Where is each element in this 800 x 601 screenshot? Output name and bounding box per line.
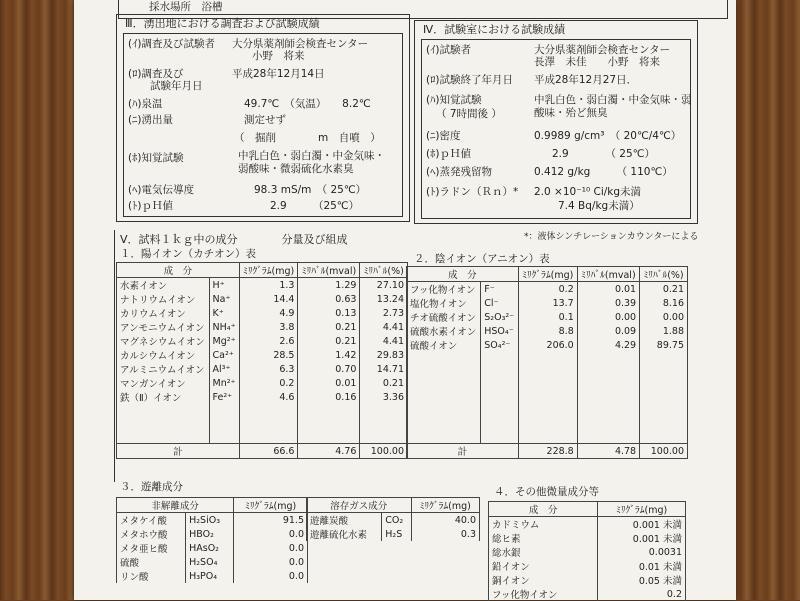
trace-row — [489, 517, 686, 532]
anion-blank-cell — [640, 404, 688, 417]
anion-blank-cell — [518, 391, 577, 404]
anion-total-label: 計 — [407, 444, 519, 459]
s4-value-1: 平成28年12月27日． — [534, 74, 638, 86]
anion-pct: 1.88 — [640, 324, 688, 338]
cation-formula: Al³⁺ — [209, 362, 239, 376]
cation-blank-cell — [117, 417, 210, 430]
trace-name: 鉛イオン — [489, 559, 598, 573]
anion-blank-cell — [481, 391, 518, 404]
anion-blank-cell — [577, 404, 639, 417]
anion-blank-cell — [577, 417, 639, 430]
anion-blank-cell — [640, 417, 688, 430]
anion-name: 硫酸イオン — [407, 338, 481, 352]
trace-mg: 0.05 未満 — [598, 573, 686, 587]
anion-mval: 0.01 — [577, 282, 639, 297]
section-4-inner — [421, 39, 691, 219]
s4-value-5: 0.412 g/kg （ 110℃） — [534, 166, 673, 178]
anion-formula: F⁻ — [481, 282, 518, 297]
nondiss-row — [117, 555, 308, 569]
cation-table — [116, 262, 408, 459]
s3-label-1: (ﾛ)調査及び — [128, 68, 184, 80]
s3-value-4: 中乳白色・弱白濁・中金気味・ — [238, 150, 385, 162]
anion-total-mval: 4.78 — [577, 444, 639, 459]
anion-table-title: ２．陰イオン（アニオン）表 — [414, 253, 550, 265]
free-components-title: ３．遊離成分 — [120, 481, 183, 493]
cation-mg: 0.2 — [239, 376, 298, 390]
anion-header-pct: ﾐﾘﾊﾞﾙ(%) — [640, 267, 688, 282]
s4-value-3: 0.9989 g/cm³ （ 20℃/4℃） — [534, 130, 682, 142]
cation-name: マンガンイオン — [117, 376, 210, 390]
nondiss-mg: 0.0 — [234, 555, 308, 569]
anion-name: チオ硫酸イオン — [407, 310, 481, 324]
anion-blank-cell — [481, 404, 518, 417]
nondiss-formula: HBO₂ — [186, 527, 234, 541]
s4-value-0: 大分県薬剤師会検査センター — [534, 44, 671, 56]
gas-formula: H₂S — [382, 527, 411, 541]
anion-blank-row — [407, 378, 688, 391]
nondiss-header: 非解離成分 — [117, 498, 234, 513]
anion-blank-cell — [481, 430, 518, 444]
trace-row — [489, 573, 686, 587]
cation-name: カルシウムイオン — [117, 348, 210, 362]
anion-blank-cell — [518, 417, 577, 430]
anion-name: 硫酸水素イオン — [407, 324, 481, 338]
s3-label-2: (ﾊ)泉温 — [128, 98, 163, 110]
cation-header-pct: ﾐﾘﾊﾞﾙ(%) — [360, 263, 408, 278]
s4-label-0: (ｲ)試験者 — [426, 44, 471, 56]
anion-blank-cell — [518, 430, 577, 444]
cation-blank-cell — [298, 417, 360, 430]
s4-label-2: (ﾊ)知覚試験 — [426, 94, 482, 106]
anion-blank-cell — [577, 352, 639, 365]
anion-row — [407, 324, 688, 338]
anion-blank-cell — [577, 391, 639, 404]
nondiss-name: メタホウ酸 — [117, 527, 186, 541]
cation-formula: NH₄⁺ — [209, 320, 239, 334]
trace-mg: 0.01 未満 — [598, 559, 686, 573]
nondiss-row — [117, 513, 308, 528]
s4-label-1: (ﾛ)試験終了年月日 — [426, 74, 513, 86]
section-3-inner — [123, 33, 403, 217]
cation-pct: 29.83 — [360, 348, 408, 362]
cation-row — [117, 390, 408, 404]
anion-mg: 13.7 — [518, 296, 577, 310]
anion-blank-row — [407, 352, 688, 365]
cation-header-mval: ﾐﾘﾊﾞﾙ(mval) — [298, 263, 360, 278]
gas-row — [307, 513, 480, 528]
cation-mval: 0.70 — [298, 362, 360, 376]
anion-blank-cell — [407, 391, 481, 404]
anion-blank-cell — [640, 378, 688, 391]
gas-row — [307, 527, 480, 541]
cation-name: 鉄（Ⅱ）イオン — [117, 390, 210, 404]
cation-pct: 4.41 — [360, 334, 408, 348]
anion-mval: 0.39 — [577, 296, 639, 310]
cation-formula: K⁺ — [209, 306, 239, 320]
gas-mg: 40.0 — [411, 513, 479, 528]
section-3-box — [116, 14, 410, 222]
cation-mg: 14.4 — [239, 292, 298, 306]
cation-mval: 0.63 — [298, 292, 360, 306]
nondiss-mg: 0.0 — [234, 527, 308, 541]
cation-header-component: 成 分 — [117, 263, 240, 278]
anion-blank-cell — [407, 417, 481, 430]
nondiss-row — [117, 527, 308, 541]
anion-blank-cell — [407, 378, 481, 391]
cation-blank-cell — [239, 430, 298, 444]
anion-blank-row — [407, 430, 688, 444]
anion-row — [407, 296, 688, 310]
nondiss-name: メタケイ酸 — [117, 513, 186, 528]
trace-mg: 0.001 未満 — [598, 517, 686, 532]
anion-blank-row — [407, 391, 688, 404]
cation-blank-cell — [117, 404, 210, 417]
trace-name: カドミウム — [489, 517, 598, 532]
cation-blank-cell — [360, 430, 408, 444]
cation-header-mg: ﾐﾘｸﾞﾗﾑ(mg) — [239, 263, 298, 278]
s4-label2-2: （ 7時間後 ） — [436, 108, 502, 120]
cation-pct: 0.21 — [360, 376, 408, 390]
anion-header-component: 成 分 — [407, 267, 519, 282]
anion-blank-row — [407, 404, 688, 417]
cation-total-mval: 4.76 — [298, 444, 360, 459]
anion-blank-cell — [407, 404, 481, 417]
cation-pct: 13.24 — [360, 292, 408, 306]
cation-table-title: １．陽イオン（カチオン）表 — [120, 248, 256, 260]
anion-header-mg: ﾐﾘｸﾞﾗﾑ(mg) — [518, 267, 577, 282]
cation-name: アンモニウムイオン — [117, 320, 210, 334]
anion-table — [406, 266, 688, 459]
nondiss-row — [117, 541, 308, 555]
cation-mval: 0.16 — [298, 390, 360, 404]
anion-pct: 89.75 — [640, 338, 688, 352]
s4-value2-6: 7.4 Bq/kg未満） — [558, 200, 640, 212]
anion-blank-cell — [577, 430, 639, 444]
cation-mg: 4.9 — [239, 306, 298, 320]
cation-mval: 0.13 — [298, 306, 360, 320]
anion-mg: 8.8 — [518, 324, 577, 338]
s4-value2-0: 長澤 未佳 小野 将来 — [534, 56, 660, 68]
s4-label-5: (ﾍ)蒸発残留物 — [426, 166, 492, 178]
cation-blank-cell — [298, 404, 360, 417]
cation-name: 水素イオン — [117, 278, 210, 293]
anion-pct: 8.16 — [640, 296, 688, 310]
gas-mg-header: ﾐﾘｸﾞﾗﾑ(mg) — [411, 498, 479, 513]
cation-blank-cell — [209, 417, 239, 430]
cation-row — [117, 278, 408, 293]
cation-formula: Ca²⁺ — [209, 348, 239, 362]
nondiss-mg: 0.0 — [234, 569, 308, 583]
anion-blank-cell — [577, 378, 639, 391]
trace-header-component: 成 分 — [489, 502, 598, 517]
s3-label-6: (ﾄ)ｐＨ値 — [128, 200, 173, 212]
cation-mval: 1.42 — [298, 348, 360, 362]
cation-total-mg: 66.6 — [239, 444, 298, 459]
anion-mval: 0.00 — [577, 310, 639, 324]
cation-blank-row — [117, 417, 408, 430]
anion-blank-cell — [640, 430, 688, 444]
s4-value-6: 2.0 ×10⁻¹⁰ Ci/kg未満 — [534, 186, 642, 198]
nondiss-formula: HAsO₂ — [186, 541, 234, 555]
cation-total-pct: 100.00 — [360, 444, 408, 459]
trace-mg: 0.001 未満 — [598, 531, 686, 545]
dissolved-gas-table — [306, 497, 480, 541]
nondiss-formula: H₂SiO₃ — [186, 513, 234, 528]
trace-name: 銅イオン — [489, 573, 598, 587]
anion-blank-cell — [481, 378, 518, 391]
anion-blank-row — [407, 417, 688, 430]
trace-components-title: ４．その他微量成分等 — [494, 486, 599, 498]
gas-header: 溶存ガス成分 — [307, 498, 412, 513]
anion-mg: 0.2 — [518, 282, 577, 297]
anion-blank-cell — [407, 430, 481, 444]
cation-blank-cell — [239, 404, 298, 417]
cation-pct: 14.71 — [360, 362, 408, 376]
s3-label-3: (ﾆ)湧出量 — [128, 114, 173, 126]
s4-label-4: (ﾎ)ｐＨ値 — [426, 148, 471, 160]
anion-blank-cell — [518, 378, 577, 391]
anion-blank-cell — [577, 365, 639, 378]
cation-blank-cell — [360, 404, 408, 417]
trace-row — [489, 587, 686, 601]
trace-header-mg: ﾐﾘｸﾞﾗﾑ(mg) — [598, 502, 686, 517]
trace-row — [489, 545, 686, 559]
cation-mval: 0.21 — [298, 334, 360, 348]
anion-blank-cell — [518, 352, 577, 365]
s3-value-1: 平成28年12月14日 — [232, 68, 325, 80]
anion-header-mval: ﾐﾘﾊﾞﾙ(mval) — [577, 267, 639, 282]
radon-footnote: *：液体シンチレーションカウンターによる — [524, 232, 699, 242]
cation-name: ナトリウムイオン — [117, 292, 210, 306]
nondiss-name: 硫酸 — [117, 555, 186, 569]
gas-name: 遊離硫化水素 — [307, 527, 382, 541]
gas-mg: 0.3 — [411, 527, 479, 541]
s3-value-0: 大分県薬剤師会検査センター — [232, 38, 369, 50]
anion-total-pct: 100.00 — [640, 444, 688, 459]
anion-mval: 0.09 — [577, 324, 639, 338]
anion-blank-cell — [518, 404, 577, 417]
section-5-title: Ⅴ．試料１ｋｇ中の成分 分量及び組成 — [120, 233, 348, 246]
hot-spring-analysis-sheet — [74, 0, 736, 600]
section-4-box — [414, 20, 698, 224]
cation-pct: 4.41 — [360, 320, 408, 334]
cation-blank-cell — [117, 430, 210, 444]
anion-mg: 0.1 — [518, 310, 577, 324]
anion-formula: HSO₄⁻ — [481, 324, 518, 338]
cation-pct: 3.36 — [360, 390, 408, 404]
s3-value-5: 98.3 mS/m （ 25℃） — [254, 184, 367, 196]
cation-mg: 3.8 — [239, 320, 298, 334]
anion-mg: 206.0 — [518, 338, 577, 352]
anion-name: 塩化物イオン — [407, 296, 481, 310]
cation-blank-cell — [209, 430, 239, 444]
s3-label2-1: 試験年月日 — [150, 80, 203, 92]
cation-total-label: 計 — [117, 444, 240, 459]
nondiss-mg-header: ﾐﾘｸﾞﾗﾑ(mg) — [234, 498, 308, 513]
s3-value2-0: 小野 将来 — [252, 50, 305, 62]
anion-blank-cell — [481, 352, 518, 365]
nondiss-row — [117, 569, 308, 583]
s3-label-4: (ﾎ)知覚試験 — [128, 152, 184, 164]
trace-name: フッ化物イオン — [489, 587, 598, 601]
cation-mg: 28.5 — [239, 348, 298, 362]
anion-blank-cell — [481, 417, 518, 430]
s3-label-0: (ｲ)調査及び試験者 — [128, 38, 215, 50]
trace-mg: 0.0031 — [598, 545, 686, 559]
cation-mval: 0.01 — [298, 376, 360, 390]
s4-label-6: (ﾄ)ラドン（Ｒｎ）* — [426, 186, 519, 198]
cation-formula: Fe²⁺ — [209, 390, 239, 404]
cation-blank-cell — [239, 417, 298, 430]
anion-total-mg: 228.8 — [518, 444, 577, 459]
trace-row — [489, 559, 686, 573]
anion-blank-cell — [518, 365, 577, 378]
nondiss-formula: H₃PO₄ — [186, 569, 234, 583]
trace-row — [489, 531, 686, 545]
cation-formula: Mg²⁺ — [209, 334, 239, 348]
gas-name: 遊離炭酸 — [307, 513, 382, 528]
trace-name: 総水銀 — [489, 545, 598, 559]
nondiss-name: メタ亜ヒ酸 — [117, 541, 186, 555]
cation-row — [117, 292, 408, 306]
anion-blank-cell — [407, 365, 481, 378]
cation-name: カリウムイオン — [117, 306, 210, 320]
s3-value2-3: （ 掘削 m 自噴 ） — [234, 132, 381, 144]
anion-blank-cell — [481, 365, 518, 378]
anion-pct: 0.21 — [640, 282, 688, 297]
anion-blank-cell — [640, 391, 688, 404]
s3-value-2: 49.7℃ （気温） 8.2℃ — [244, 98, 371, 110]
anion-name: フッ化物イオン — [407, 282, 481, 297]
cation-mval: 1.29 — [298, 278, 360, 293]
cation-row — [117, 334, 408, 348]
cation-mg: 4.6 — [239, 390, 298, 404]
trace-name: 総ヒ素 — [489, 531, 598, 545]
cation-blank-cell — [360, 417, 408, 430]
cation-row — [117, 376, 408, 390]
s4-value-4: 2.9 （ 25℃） — [552, 148, 655, 160]
nondiss-mg: 91.5 — [234, 513, 308, 528]
nondiss-mg: 0.0 — [234, 541, 308, 555]
anion-formula: S₂O₃²⁻ — [481, 310, 518, 324]
s4-value2-2: 酸味・殆ど無臭 — [534, 107, 608, 119]
s3-value2-4: 弱酸味・微弱硫化水素臭 — [238, 163, 354, 175]
cation-row — [117, 320, 408, 334]
nondiss-formula: H₂SO₄ — [186, 555, 234, 569]
anion-blank-cell — [640, 352, 688, 365]
anion-row — [407, 282, 688, 297]
cation-blank-cell — [298, 430, 360, 444]
gas-formula: CO₂ — [382, 513, 411, 528]
s3-value-3: 測定せず — [244, 114, 286, 126]
cation-pct: 2.73 — [360, 306, 408, 320]
anion-blank-row — [407, 365, 688, 378]
cation-blank-row — [117, 430, 408, 444]
anion-row — [407, 338, 688, 352]
cation-row — [117, 362, 408, 376]
cation-name: マグネシウムイオン — [117, 334, 210, 348]
anion-pct: 0.00 — [640, 310, 688, 324]
anion-blank-cell — [640, 365, 688, 378]
nondissociated-table — [116, 497, 308, 583]
anion-formula: SO₄²⁻ — [481, 338, 518, 352]
anion-formula: Cl⁻ — [481, 296, 518, 310]
anion-blank-cell — [407, 352, 481, 365]
cation-mval: 0.21 — [298, 320, 360, 334]
cation-row — [117, 348, 408, 362]
cation-blank-row — [117, 404, 408, 417]
cation-pct: 27.10 — [360, 278, 408, 293]
s3-label-5: (ﾍ)電気伝導度 — [128, 184, 194, 196]
cation-formula: Mn²⁺ — [209, 376, 239, 390]
cation-blank-cell — [209, 404, 239, 417]
cation-row — [117, 306, 408, 320]
anion-mval: 4.29 — [577, 338, 639, 352]
s4-value-2: 中乳白色・弱白濁・中金気味・弱 — [534, 94, 692, 106]
cation-mg: 6.3 — [239, 362, 298, 376]
cation-mg: 1.3 — [239, 278, 298, 293]
cation-mg: 2.6 — [239, 334, 298, 348]
s3-value-6: 2.9 （25℃） — [270, 200, 360, 212]
cation-formula: H⁺ — [209, 278, 239, 293]
section-3-title: Ⅲ．湧出地における調査および試験成績 — [125, 17, 320, 30]
cation-name: アルミニウムイオン — [117, 362, 210, 376]
nondiss-name: リン酸 — [117, 569, 186, 583]
trace-table — [488, 501, 686, 601]
section-4-title: Ⅳ．試験室における試験成績 — [423, 23, 566, 36]
s4-label-3: (ﾆ)密度 — [426, 130, 461, 142]
trace-mg: 0.2 — [598, 587, 686, 601]
sampling-location-text: 採水場所 浴槽 — [149, 1, 223, 13]
anion-row — [407, 310, 688, 324]
cation-formula: Na⁺ — [209, 292, 239, 306]
